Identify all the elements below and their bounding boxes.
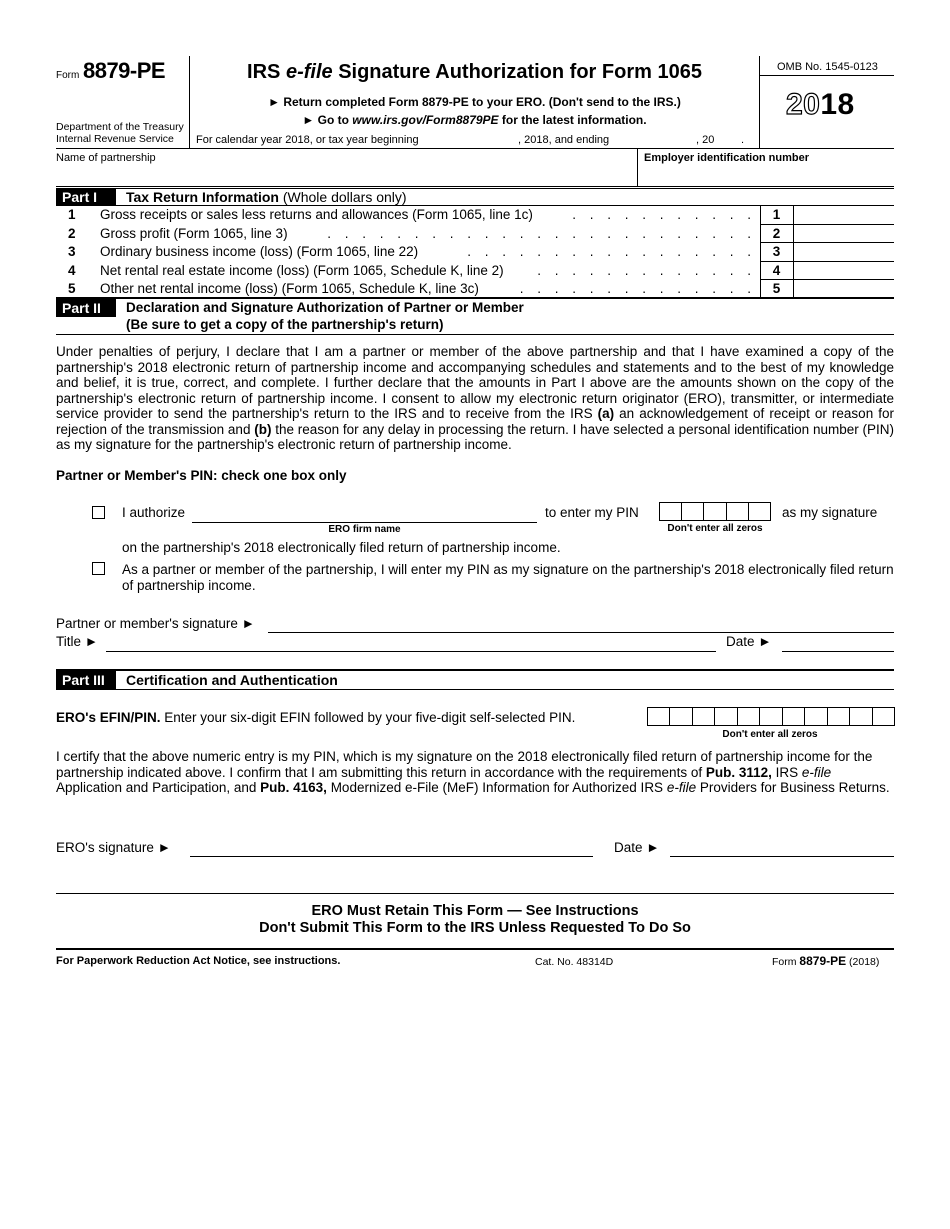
retain-notice-line1: ERO Must Retain This Form — See Instructions: [311, 903, 639, 919]
ero-firm-name-field[interactable]: [192, 503, 537, 522]
pin-digit-box[interactable]: [682, 503, 704, 520]
efin-pin-caption: Don't enter all zeros: [722, 729, 818, 740]
line-box-number: 3: [772, 244, 781, 259]
department-line1: Department of the Treasury: [56, 121, 184, 133]
partner-pin-caption: Don't enter all zeros: [667, 523, 763, 534]
line-description: Other net rental income (loss) (Form 1065, Schedule K, line 3c): [100, 281, 479, 296]
declaration-paragraph: Under penalties of perjury, I declare that I am a partner or member of the above partnership and that I have examined a copy of the partnership's 2018 electronic return of partnership income and accompanying schedules and statements and to the best of my knowledge and belief, it is true, correct, and complete. I further declare that the amounts in Part I above are the amounts shown on the copy of the partnership's electronic return of partnership income. I consent to allow my electronic return originator (ERO), transmitter, or intermediate service provider to send the partnership's return to the IRS and to receive from the IRS (a) an acknowledgement of receipt or reason for rejection of the transmission and (b) the reason for any delay in processing the return. I have selected a personal identification number (PIN) as my signature for the partnership's electronic return of partnership income.: [56, 344, 894, 452]
line-3-amount-field[interactable]: [794, 243, 894, 261]
partner-date-line: [782, 651, 894, 652]
line-number: 4: [68, 262, 76, 278]
title-efile: e-file: [285, 61, 333, 83]
line-number: 2: [68, 225, 76, 241]
ero-date-field[interactable]: [670, 838, 894, 856]
partner-pin-boxes[interactable]: [659, 502, 771, 521]
line-2-amount-field[interactable]: [794, 225, 894, 243]
part2-top-rule: [56, 297, 894, 299]
form-word: Form: [56, 70, 80, 81]
authorize-label: I authorize: [122, 505, 186, 520]
option1-continuation: on the partnership's 2018 electronically filed return of partnership income.: [122, 540, 561, 555]
line-number: 3: [68, 244, 76, 259]
efin-digit-box[interactable]: [828, 708, 850, 725]
leader-dots: . . . . . . . . . . .: [572, 207, 756, 222]
tax-year-decade: 18: [820, 88, 855, 121]
efin-digit-box[interactable]: [715, 708, 737, 725]
retain-notice-line2: Don't Submit This Form to the IRS Unless Requested To Do So: [259, 920, 691, 936]
form-title: IRS e-file Signature Authorization for Form 1065: [247, 61, 702, 83]
part3-label: Part III: [56, 671, 116, 689]
instruction-return: ► Return completed Form 8879-PE to your ERO. (Don't send to the IRS.): [268, 95, 681, 109]
pin-heading: Partner or Member's PIN: check one box only: [56, 468, 347, 483]
calendar-year-line: For calendar year 2018, or tax year beginning , 2018, and ending , 20 .: [196, 134, 745, 146]
efin-digit-box[interactable]: [805, 708, 827, 725]
instruction-website: ► Go to www.irs.gov/Form8879PE for the latest information.: [302, 113, 647, 127]
line-description: Gross receipts or sales less returns and allowances (Form 1065, line 1c): [100, 207, 533, 222]
part1-line-4: [56, 262, 756, 280]
box-column-mid: [793, 205, 794, 297]
name-bottom-rule: [56, 186, 894, 187]
part1-line-1: [56, 206, 756, 224]
paperwork-notice: For Paperwork Reduction Act Notice, see instructions.: [56, 955, 341, 967]
ero-signature-field[interactable]: [190, 838, 593, 856]
part1-subtitle: (Whole dollars only): [278, 189, 407, 205]
title-label: Title ►: [56, 634, 99, 649]
partnership-name-field[interactable]: [56, 166, 636, 186]
tax-year-century: 20: [786, 88, 821, 121]
ero-firm-name-line: [192, 522, 537, 523]
self-enter-pin-checkbox[interactable]: [92, 562, 105, 575]
efin-digit-box[interactable]: [873, 708, 894, 725]
retain-top-rule: [56, 893, 894, 894]
line-box-number: 5: [772, 281, 781, 296]
efin-digit-box[interactable]: [783, 708, 805, 725]
ero-date-label: Date ►: [614, 840, 660, 855]
pin-digit-box[interactable]: [749, 503, 770, 520]
ero-signature-line: [190, 856, 593, 857]
header-bottom-rule: [56, 148, 894, 149]
partnership-name-label: Name of partnership: [56, 152, 156, 164]
ero-firm-name-caption: ERO firm name: [328, 524, 401, 535]
part2-heading-rule: [56, 334, 894, 335]
to-enter-pin-label: to enter my PIN: [545, 505, 639, 520]
leader-dots: . . . . . . . . . . . . . .: [519, 281, 756, 296]
part2-title-line1: Declaration and Signature Authorization of Partner or Member: [126, 300, 524, 315]
line-5-amount-field[interactable]: [794, 280, 894, 298]
efin-digit-box[interactable]: [648, 708, 670, 725]
header-divider-right: [759, 56, 760, 148]
name-ein-divider: [637, 148, 638, 186]
line-box-number: 2: [772, 225, 781, 241]
part1-label: Part I: [56, 188, 116, 206]
pin-digit-box[interactable]: [704, 503, 726, 520]
omb-number: OMB No. 1545-0123: [777, 61, 878, 73]
footer-rule: [56, 948, 894, 950]
efin-digit-box[interactable]: [670, 708, 692, 725]
ero-date-line: [670, 856, 894, 857]
irs-form-link[interactable]: www.irs.gov/Form8879PE: [352, 113, 499, 127]
efin-digit-box[interactable]: [850, 708, 872, 725]
line-number: 5: [68, 281, 76, 296]
line-description: Gross profit (Form 1065, line 3): [100, 225, 288, 241]
certification-paragraph: I certify that the above numeric entry is my PIN, which is my signature on the 2018 electronically filed return of partnership income for the partnership indicated above. I confirm that I am submitting this return in accordance with the requirements of Pub. 3112, IRS e-file Application and Participation, and Pub. 4163, Modernized e-File (MeF) Information for Authorized IRS e-file Providers for Business Returns.: [56, 749, 890, 795]
line-box-number: 1: [772, 207, 781, 222]
leader-dots: . . . . . . . . . . . . . . . . .: [467, 244, 756, 259]
efin-pin-instruction: ERO's EFIN/PIN. Enter your six-digit EFIN followed by your five-digit self-selected PIN.: [56, 710, 576, 725]
title-line: [106, 651, 716, 652]
tax-year: [786, 88, 855, 122]
partner-date-label: Date ►: [726, 634, 772, 649]
part1-title: Tax Return Information: [126, 189, 279, 205]
calendar-begin-field[interactable]: [420, 134, 520, 147]
as-my-signature-label: as my signature: [782, 505, 878, 520]
line-1-amount-field[interactable]: [794, 206, 894, 224]
pin-digit-box[interactable]: [727, 503, 749, 520]
form-number: 8879-PE: [82, 58, 166, 83]
ein-label: Employer identification number: [644, 152, 810, 164]
part2-title-line2: (Be sure to get a copy of the partnership's return): [126, 317, 444, 332]
ein-field[interactable]: [644, 166, 894, 186]
form-number-block: [56, 58, 165, 84]
line-description: Ordinary business income (loss) (Form 1065, line 22): [100, 244, 419, 259]
footer-form-id: Form 8879-PE (2018): [772, 954, 880, 968]
omb-underline: [759, 75, 894, 76]
part3-heading-rule: [56, 689, 894, 690]
authorize-ero-checkbox[interactable]: [92, 506, 105, 519]
calendar-end-field[interactable]: [610, 134, 695, 147]
pin-digit-box[interactable]: [660, 503, 682, 520]
efin-digit-box[interactable]: [760, 708, 782, 725]
leader-dots: . . . . . . . . . . . . . . . . . . . . . . . . .: [327, 225, 756, 241]
line-box-number: 4: [772, 262, 781, 278]
title-field[interactable]: [106, 634, 716, 651]
part2-label: Part II: [56, 299, 116, 317]
part1-heading: [126, 189, 407, 205]
partner-signature-line: [268, 632, 894, 633]
line-description: Net rental real estate income (loss) (Form 1065, Schedule K, line 2): [100, 262, 504, 278]
line-4-amount-field[interactable]: [794, 262, 894, 280]
ero-signature-label: ERO's signature ►: [56, 840, 171, 855]
option2-text: As a partner or member of the partnership, I will enter my PIN as my signature on the partnership's 2018 electronically filed return of partnership income.: [122, 562, 894, 593]
box-column-left: [760, 205, 761, 297]
partner-signature-label: Partner or member's signature ►: [56, 616, 256, 631]
part3-title: Certification and Authentication: [126, 672, 338, 688]
partner-date-field[interactable]: [782, 634, 894, 651]
efin-digit-box[interactable]: [738, 708, 760, 725]
efin-digit-box[interactable]: [693, 708, 715, 725]
partner-signature-field[interactable]: [268, 614, 894, 632]
department-line2: Internal Revenue Service: [56, 133, 174, 145]
part1-line-5: [56, 280, 756, 298]
catalog-number: Cat. No. 48314D: [535, 956, 614, 968]
part1-line-2: [56, 225, 756, 243]
line-number: 1: [68, 207, 76, 222]
leader-dots: . . . . . . . . . . . . .: [537, 262, 756, 278]
part3-top-rule: [56, 669, 894, 671]
ero-efin-pin-boxes[interactable]: [647, 707, 895, 726]
part1-line-3: [56, 243, 756, 261]
